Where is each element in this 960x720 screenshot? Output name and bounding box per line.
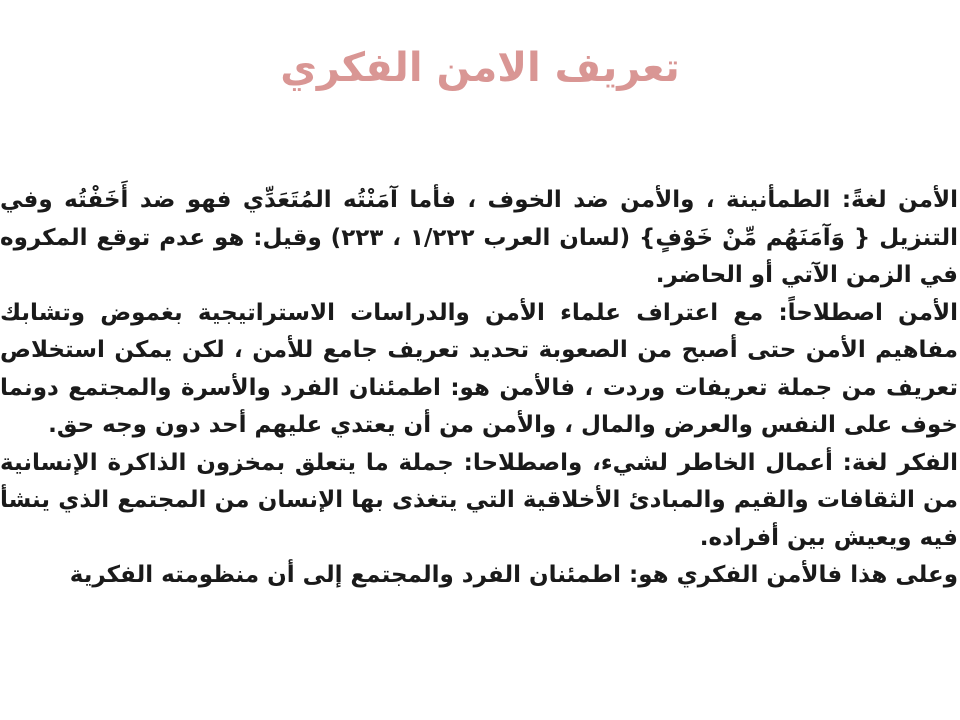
paragraph-thought-definition: الفكر لغة: أعمال الخاطر لشيء، واصطلاحا: جملة ما يتعلق بمخزون الذاكرة الإنسانية من الثقافات والقيم والمبادئ الأخلاقية التي يتغذى بها الإنسان من المجتمع الذي ينشأ فيه ويعيش بين أفراده. — [0, 449, 958, 551]
paragraph-intellectual-security: وعلى هذا فالأمن الفكري هو: اطمئنان الفرد والمجتمع إلى أن منظومته الفكرية — [69, 562, 958, 588]
paragraph-security-terminology: الأمن اصطلاحاً: مع اعتراف علماء الأمن والدراسات الاستراتيجية بغموض وتشابك مفاهيم الأمن حتى أصبح من الصعوبة تحديد تعريف جامع للأمن ، لكن يمكن استخلاص تعريف من جملة تعريفات وردت ، فالأمن هو: اطمئنان الفرد والأسرة والمجتمع دونما خوف على النفس والعرض والمال ، والأمن من أن يعتدي عليهم أحد دون وجه حق. — [0, 299, 958, 438]
paragraph-security-language: الأمن لغةً: الطمأنينة ، والأمن ضد الخوف ، فأما آمَنْتُه المُتَعَدِّي فهو ضد أَخَفْتُه وفي التنزيل { وَآمَنَهُم مِّنْ خَوْفٍ} (لسان العرب ١/٢٢٢ ، ٢٢٣) وقيل: هو عدم توقع المكروه في الزمن الآتي أو الحاضر. — [0, 187, 958, 288]
slide-body — [0, 182, 958, 595]
slide-title: تعريف الامن الفكري — [280, 45, 680, 91]
